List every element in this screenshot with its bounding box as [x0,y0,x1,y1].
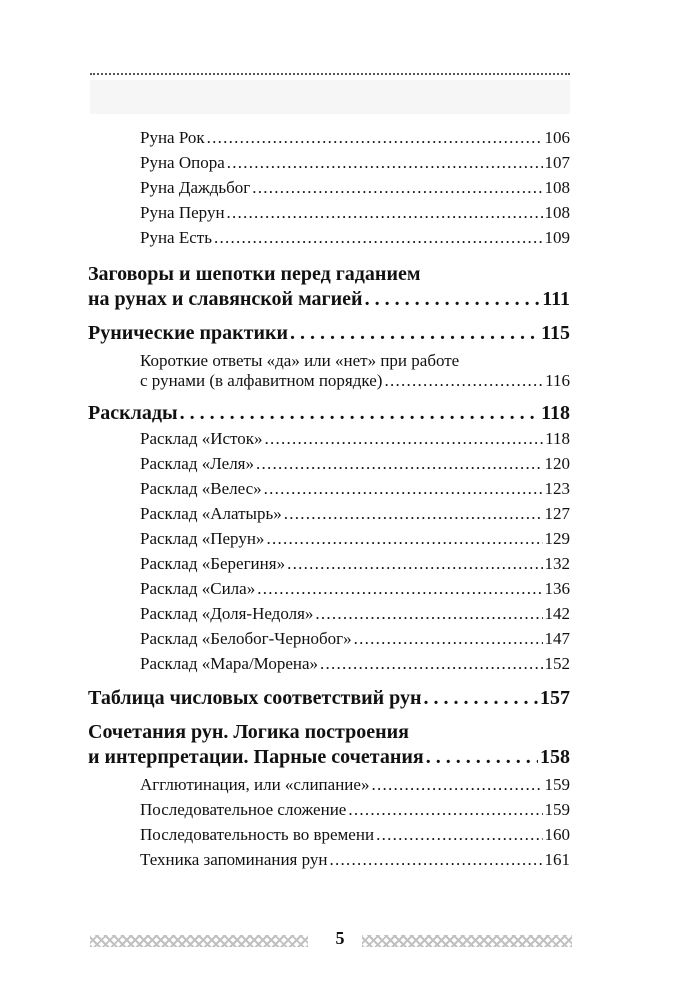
page-number: 5 [335,928,345,948]
dot-leader [330,850,543,870]
section-heading-title: на рунах и славянской магией [88,288,363,310]
dot-leader [315,604,542,624]
header-dotted-rule [90,73,570,75]
toc-entry [140,228,570,248]
dot-leader [227,203,543,223]
toc-entry-page: 118 [545,429,570,448]
toc-entry [140,371,570,391]
toc-entry-page: 127 [544,504,570,523]
toc-entry [140,825,570,845]
toc-entry-page: 108 [544,178,570,197]
dot-leader [426,746,538,769]
section-heading-page: 118 [541,402,570,424]
footer-ornament-left [90,935,308,947]
toc-entry [140,775,570,795]
toc-entry [140,153,570,173]
section-heading [88,322,570,345]
toc-entry-page: 136 [544,579,570,598]
section-heading [88,746,570,769]
toc-entry-title: Расклад «Сила» [140,579,256,598]
toc-entry-page: 129 [544,529,570,548]
dot-leader [284,504,543,524]
toc-entry-title: Расклад «Берегиня» [140,554,286,573]
toc-entry [140,454,570,474]
dot-leader [252,178,542,198]
toc-entry-title: Расклад «Мара/Морена» [140,654,319,673]
toc-entry [140,128,570,148]
toc-entry [140,479,570,499]
dot-leader [227,153,543,173]
toc-entry-page: 120 [544,454,570,473]
dot-leader [214,228,543,248]
section-heading-page: 115 [541,322,570,344]
toc-entry-title: Руна Даждьбог [140,178,251,197]
dot-leader [207,128,543,148]
toc-entry-title: Расклад «Белобог-Чернобог» [140,629,352,648]
toc-entry-title: Последовательное сложение [140,800,347,819]
toc-entry-title: с рунами (в алфавитном порядке) [140,371,383,390]
toc-entry [140,429,570,449]
section-heading-title: и интерпретации. Парные сочетания [88,746,424,768]
toc-entry-title: Расклад «Перун» [140,529,265,548]
toc-entry-title: Руна Перун [140,203,225,222]
toc-entry-page: 123 [544,479,570,498]
dot-leader [376,825,542,845]
toc-entry-page: 159 [544,800,570,819]
toc-entry-title: Расклад «Велес» [140,479,262,498]
dot-leader [424,687,538,710]
toc-entry-page: 160 [544,825,570,844]
dot-leader [257,579,542,599]
toc-entry-title: Расклад «Алатырь» [140,504,282,523]
toc-entry-page: 107 [544,153,570,172]
section-heading [88,687,570,710]
dot-leader [180,402,540,425]
toc-entry [140,654,570,674]
toc-entry [140,850,570,870]
toc-entry [140,203,570,223]
toc-entry-title: Расклад «Доля-Недоля» [140,604,314,623]
toc-entry-page: 142 [544,604,570,623]
section-heading-page: 157 [540,687,570,709]
dot-leader [371,775,542,795]
toc-entry-page: 108 [544,203,570,222]
toc-entry-page: 152 [544,654,570,673]
toc-entry [140,554,570,574]
dot-leader [287,554,542,574]
section-heading-line: Заговоры и шепотки перед гаданием [88,263,421,285]
header-band [90,80,570,114]
dot-leader [354,629,543,649]
toc-entry-page: 159 [544,775,570,794]
toc-entry-line: Короткие ответы «да» или «нет» при работе [140,351,460,370]
dot-leader [320,654,542,674]
toc-entry-page: 132 [544,554,570,573]
dot-leader [348,800,542,820]
toc-entry [140,800,570,820]
section-heading-title: Рунические практики [88,322,289,344]
dot-leader [384,371,543,391]
dot-leader [365,288,541,311]
dot-leader [265,429,544,449]
section-heading [88,402,570,425]
toc-entry-page: 161 [544,850,570,869]
toc-entry [140,629,570,649]
dot-leader [266,529,542,549]
section-heading-page: 111 [542,288,570,310]
section-heading-line: Сочетания рун. Логика построения [88,721,409,743]
toc-entry-title: Расклад «Исток» [140,429,263,448]
toc-entry-title: Агглютинация, или «слипание» [140,775,370,794]
toc-entry-title: Руна Опора [140,153,225,172]
toc-entry-page: 116 [545,371,570,390]
toc-entry-page: 106 [544,128,570,147]
toc-entry-title: Расклад «Леля» [140,454,254,473]
toc-entry-title: Руна Рок [140,128,205,147]
toc-entry [140,604,570,624]
section-heading-title: Таблица числовых соответствий рун [88,687,422,709]
toc-entry-title: Руна Есть [140,228,212,247]
dot-leader [256,454,543,474]
toc-entry [140,529,570,549]
toc-entry-title: Последовательность во времени [140,825,375,844]
toc-entry [140,504,570,524]
section-heading [88,288,570,311]
section-heading-page: 158 [540,746,570,768]
dot-leader [290,322,539,345]
toc-entry-title: Техника запоминания рун [140,850,328,869]
toc-entry [140,178,570,198]
toc-entry-page: 147 [544,629,570,648]
dot-leader [264,479,543,499]
footer-ornament-right [362,935,572,947]
toc-entry-page: 109 [544,228,570,247]
section-heading-title: Расклады [88,402,178,424]
toc-entry [140,579,570,599]
